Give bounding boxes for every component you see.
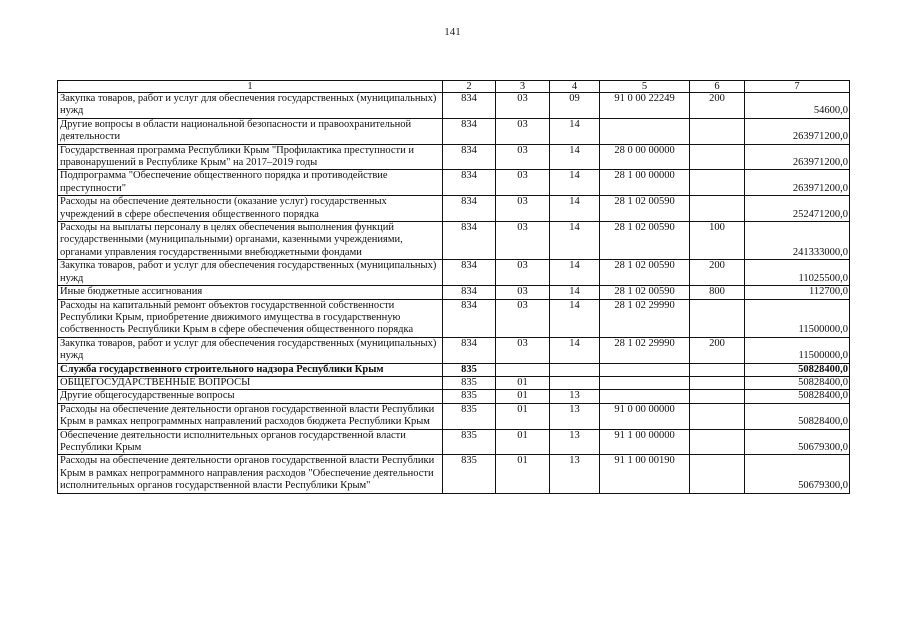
item-name-cell: Обеспечение деятельности исполнительных органов государственной власти Республики Крым [58, 429, 443, 455]
target-article-cell: 28 1 02 00590 [600, 286, 690, 299]
header-row [58, 81, 850, 93]
table-row [58, 286, 850, 299]
subsection-cell: 14 [550, 299, 600, 337]
section-cell: 03 [496, 93, 550, 119]
subsection-cell: 13 [550, 455, 600, 493]
amount-cell: 50828400,0 [745, 403, 850, 429]
subsection-cell: 13 [550, 429, 600, 455]
admin-code-cell: 835 [443, 363, 496, 376]
section-cell: 01 [496, 429, 550, 455]
amount-cell: 50828400,0 [745, 363, 850, 376]
item-name-cell: Расходы на обеспечение деятельности органов государственной власти Республики Крым в рамках непрограммного направления расходов "Обеспечение деятельности исполнительных органов государственной власти Республики Крым" [58, 455, 443, 493]
amount-cell: 252471200,0 [745, 196, 850, 222]
amount-cell: 112700,0 [745, 286, 850, 299]
table-row [58, 337, 850, 363]
amount-cell: 11025500,0 [745, 260, 850, 286]
target-article-cell: 28 1 02 00590 [600, 196, 690, 222]
table-row [58, 93, 850, 119]
table-row [58, 403, 850, 429]
expense-type-cell [690, 376, 745, 389]
expense-type-cell [690, 170, 745, 196]
target-article-cell: 28 1 00 00000 [600, 170, 690, 196]
expense-type-cell [690, 455, 745, 493]
section-cell: 03 [496, 170, 550, 196]
table-row [58, 376, 850, 389]
item-name-cell: Государственная программа Республики Крым "Профилактика преступности и правонарушений в Республике Крым" на 2017–2019 годы [58, 144, 443, 170]
table-row [58, 455, 850, 493]
admin-code-cell: 834 [443, 286, 496, 299]
expense-type-cell [690, 429, 745, 455]
admin-code-cell: 834 [443, 93, 496, 119]
item-name-cell: Расходы на обеспечение деятельности органов государственной власти Республики Крым в рамках непрограммных направлений расходов бюджета Республики Крым [58, 403, 443, 429]
table-row [58, 429, 850, 455]
item-name-cell: Иные бюджетные ассигнования [58, 286, 443, 299]
admin-code-cell: 835 [443, 429, 496, 455]
subsection-cell: 14 [550, 222, 600, 260]
item-name-cell: Другие общегосударственные вопросы [58, 390, 443, 403]
section-cell: 01 [496, 390, 550, 403]
admin-code-cell: 834 [443, 170, 496, 196]
section-cell: 01 [496, 376, 550, 389]
expense-type-cell [690, 196, 745, 222]
admin-code-cell: 835 [443, 455, 496, 493]
section-cell: 03 [496, 222, 550, 260]
target-article-cell: 28 1 02 00590 [600, 222, 690, 260]
amount-cell: 50679300,0 [745, 429, 850, 455]
expense-type-cell: 200 [690, 260, 745, 286]
amount-cell: 241333000,0 [745, 222, 850, 260]
item-name-cell: Служба государственного строительного надзора Республики Крым [58, 363, 443, 376]
section-cell: 03 [496, 144, 550, 170]
section-cell: 03 [496, 299, 550, 337]
target-article-cell: 91 0 00 22249 [600, 93, 690, 119]
subsection-cell: 14 [550, 337, 600, 363]
target-article-cell: 91 1 00 00190 [600, 455, 690, 493]
expense-type-cell: 200 [690, 93, 745, 119]
expense-type-cell [690, 144, 745, 170]
subsection-cell: 13 [550, 390, 600, 403]
section-cell: 01 [496, 403, 550, 429]
target-article-cell [600, 118, 690, 144]
target-article-cell: 28 1 02 00590 [600, 260, 690, 286]
target-article-cell: 28 1 02 29990 [600, 337, 690, 363]
expense-type-cell [690, 299, 745, 337]
section-cell: 03 [496, 337, 550, 363]
amount-cell: 50828400,0 [745, 376, 850, 389]
target-article-cell [600, 363, 690, 376]
amount-cell: 50679300,0 [745, 455, 850, 493]
admin-code-cell: 834 [443, 118, 496, 144]
section-cell: 03 [496, 196, 550, 222]
target-article-cell: 28 0 00 00000 [600, 144, 690, 170]
header-cell: 3 [496, 81, 550, 93]
subsection-cell: 14 [550, 286, 600, 299]
expense-type-cell [690, 118, 745, 144]
table-row [58, 144, 850, 170]
header-cell: 5 [600, 81, 690, 93]
page-number: 141 [444, 26, 461, 38]
item-name-cell: ОБЩЕГОСУДАРСТВЕННЫЕ ВОПРОСЫ [58, 376, 443, 389]
item-name-cell: Расходы на капитальный ремонт объектов государственной собственности Республики Крым, приобретение движимого имущества в государственную собственность Республики Крым в сфере обеспечения общественного порядка [58, 299, 443, 337]
amount-cell: 263971200,0 [745, 144, 850, 170]
table-row [58, 299, 850, 337]
table-row [58, 170, 850, 196]
item-name-cell: Закупка товаров, работ и услуг для обеспечения государственных (муниципальных) нужд [58, 260, 443, 286]
table-row [58, 118, 850, 144]
subsection-cell [550, 363, 600, 376]
item-name-cell: Расходы на обеспечение деятельности (оказание услуг) государственных учреждений в сфере обеспечения общественного порядка [58, 196, 443, 222]
header-cell: 1 [58, 81, 443, 93]
budget-table [57, 80, 850, 494]
admin-code-cell: 834 [443, 144, 496, 170]
section-cell: 01 [496, 455, 550, 493]
item-name-cell: Другие вопросы в области национальной безопасности и правоохранительной деятельности [58, 118, 443, 144]
header-cell: 4 [550, 81, 600, 93]
subsection-cell: 14 [550, 170, 600, 196]
item-name-cell: Закупка товаров, работ и услуг для обеспечения государственных (муниципальных) нужд [58, 93, 443, 119]
amount-cell: 263971200,0 [745, 170, 850, 196]
expense-type-cell: 200 [690, 337, 745, 363]
target-article-cell: 91 0 00 00000 [600, 403, 690, 429]
section-cell [496, 363, 550, 376]
table-row [58, 222, 850, 260]
target-article-cell [600, 390, 690, 403]
expense-type-cell [690, 390, 745, 403]
subsection-cell: 13 [550, 403, 600, 429]
admin-code-cell: 834 [443, 299, 496, 337]
table-row [58, 390, 850, 403]
amount-cell: 263971200,0 [745, 118, 850, 144]
target-article-cell: 28 1 02 29990 [600, 299, 690, 337]
subsection-cell: 14 [550, 196, 600, 222]
item-name-cell: Расходы на выплаты персоналу в целях обеспечения выполнения функций государственными (муниципальными) органами, казенными учреждениями, органами управления государственными внебюджетными фондами [58, 222, 443, 260]
subsection-cell [550, 376, 600, 389]
header-cell: 7 [745, 81, 850, 93]
subsection-cell: 14 [550, 260, 600, 286]
subsection-cell: 14 [550, 144, 600, 170]
admin-code-cell: 834 [443, 260, 496, 286]
section-cell: 03 [496, 118, 550, 144]
admin-code-cell: 835 [443, 403, 496, 429]
admin-code-cell: 835 [443, 390, 496, 403]
table-row [58, 363, 850, 376]
amount-cell: 50828400,0 [745, 390, 850, 403]
section-cell: 03 [496, 286, 550, 299]
subsection-cell: 14 [550, 118, 600, 144]
subsection-cell: 09 [550, 93, 600, 119]
admin-code-cell: 834 [443, 337, 496, 363]
expense-type-cell: 100 [690, 222, 745, 260]
target-article-cell [600, 376, 690, 389]
target-article-cell: 91 1 00 00000 [600, 429, 690, 455]
admin-code-cell: 834 [443, 222, 496, 260]
admin-code-cell: 834 [443, 196, 496, 222]
item-name-cell: Закупка товаров, работ и услуг для обеспечения государственных (муниципальных) нужд [58, 337, 443, 363]
section-cell: 03 [496, 260, 550, 286]
amount-cell: 11500000,0 [745, 299, 850, 337]
header-cell: 6 [690, 81, 745, 93]
header-cell: 2 [443, 81, 496, 93]
table-row [58, 260, 850, 286]
expense-type-cell: 800 [690, 286, 745, 299]
amount-cell: 54600,0 [745, 93, 850, 119]
item-name-cell: Подпрограмма "Обеспечение общественного порядка и противодействие преступности" [58, 170, 443, 196]
table-row [58, 196, 850, 222]
expense-type-cell [690, 403, 745, 429]
admin-code-cell: 835 [443, 376, 496, 389]
expense-type-cell [690, 363, 745, 376]
amount-cell: 11500000,0 [745, 337, 850, 363]
